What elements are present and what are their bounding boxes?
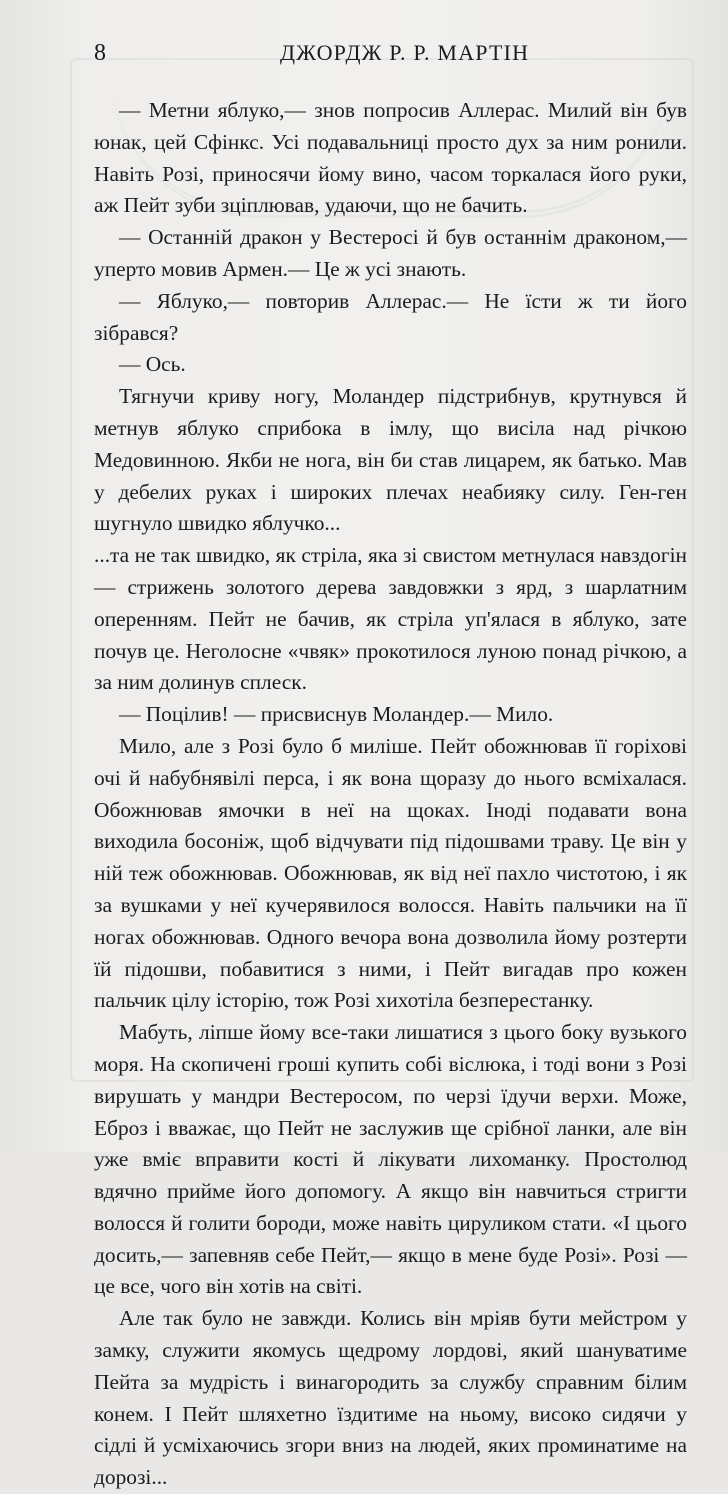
paragraph: Мабуть, ліпше йому все-таки лишатися з цього боку вузького моря. На скопичені гроші купить собі віслюка, і тоді вони з Розі вирушать у мандри Вестеросом, по черзі їдучи верхи. Може, Еброз і вважає, що Пейт не заслужив ще срібної ланки, але він уже вміє вправити кості й лікувати лихоманку. Простолюд вдячно прийме його допомогу. А якщо він навчиться стригти волосся й голити бороди, може навіть цируликом стати. «І цього досить,— запевняв себе Пейт,— якщо в мене буде Розі». Розі — це все, чого він хотів на світі. xyxy=(94,1020,687,1299)
page-header xyxy=(94,40,688,80)
paragraph: — Останній дракон у Вестеросі й був останнім драконом,— уперто мовив Армен.— Це ж усі знають. xyxy=(94,225,687,281)
page-number: 8 xyxy=(94,40,106,66)
paragraph: — Ось. xyxy=(119,352,186,377)
running-head-author: ДЖОРДЖ Р. Р. МАРТІН xyxy=(280,40,530,65)
paragraph: ...та не так швидко, як стріла, яка зі свистом метнулася навздогін — стрижень золотого дерева завдовжки з ярд, з шарлатним оперенням. Пейт не бачив, як стріла уп'ялася в яблуко, зате почув це. Неголосне «чвяк» прокотилося луною понад річкою, а за ним долинув сплеск. xyxy=(94,543,687,695)
paragraph: Мило, але з Розі було б миліше. Пейт обожнював її горіхові очі й набубнявілі перса, і як вона щоразу до нього всміхалася. Обожнював ямочки в неї на щоках. Іноді подавати вона виходила босоніж, щоб відчувати під підошвами траву. Це він у ній теж обожнював. Обожнював, як від неї пахло чистотою, і як за вушками у неї кучерявилося волосся. Навіть пальчики на її ногах обожнював. Одного вечора вона дозволила йому розтерти їй підошви, побавитися з ними, і Пейт вигадав про кожен пальчик цілу історію, тож Розі хихотіла безперестанку. xyxy=(94,733,687,1013)
paragraph: — Поцілив! — присвиснув Моландер.— Мило. xyxy=(119,702,554,727)
paragraph: Але так було не завжди. Колись він мріяв бути мейстром у замку, служити якомусь щедрому лордові, який шануватиме Пейта за мудрість і винагородить за службу справним білим конем. І Пейт шляхетно їздитиме на ньому, високо сидячи у сідлі й усміхаючись згори вниз на людей, яких проминатиме на дорозі... xyxy=(94,1306,687,1490)
body-text xyxy=(94,95,687,1490)
paragraph: — Яблуко,— повторив Аллерас.— Не їсти ж ти його зібрався? xyxy=(94,288,687,345)
paragraph: Тягнучи криву ногу, Моландер підстрибнув, крутнувся й метнув яблуко сприбока в імлу, що висіла над річкою Медовинною. Якби не нога, він би став лицарем, як батько. Мав у дебелих руках і широких плечах неабияку силу. Ген-ген шугнуло швидко яблучко... xyxy=(94,384,687,536)
paragraph: — Метни яблуко,— знов попросив Аллерас. Милий він був юнак, цей Сфінкс. Усі подавальниці просто дух за ним ронили. Навіть Розі, приносячи йому вино, часом торкалася його руки, аж Пейт зуби зціплював, удаючи, що не бачить. xyxy=(94,98,687,218)
